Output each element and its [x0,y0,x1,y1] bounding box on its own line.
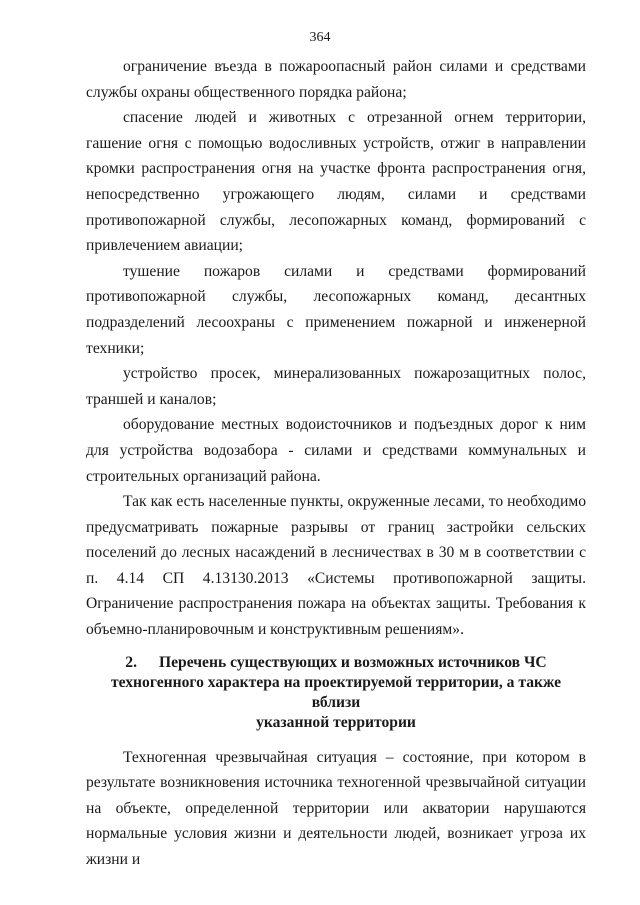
section-number: 2. [125,653,137,671]
paragraph-firefighting: тушение пожаров силами и средствами формирований противопожарной службы, лесопожарных команд, десантных подразделений лесоохраны с применением пожарной и инженерной техники; [86,262,586,357]
paragraph-entry-restriction: ограничение въезда в пожароопасный район силами и средствами службы охраны общественного порядка района; [86,58,586,101]
paragraph-fire-breaks: Так как есть населенные пункты, окруженные лесами, то необходимо предусматривать пожарные разрывы от границ застройки сельских поселений до лесных насаждений в лесничествах в 30 м в соответствии с п. 4.14 СП 4.13130.2013 «Системы противопожарной защиты. Ограничение распространения пожара на объектах защиты. Требования к объемно-планировочным и конструктивным решениям». [86,493,586,639]
section-title-line-3: указанной территории [256,713,416,731]
section-heading [86,653,586,733]
paragraph-rescue: спасение людей и животных с отрезанной огнем территории, гашение огня с помощью водосливных устройств, отжиг в направлении кромки распространения огня на участке фронта распространения огня, непосредственно угрожающего людям, силами и средствами противопожарной службы, лесопожарных команд, формирований с привлечением авиации; [86,109,586,255]
paragraph-technogenic-definition: Техногенная чрезвычайная ситуация – состояние, при котором в результате возникновения источника техногенной чрезвычайной ситуации на объекте, определенной территории или акватории нарушаются нормальные условия жизни и деятельности людей, возникает угроза их жизни и [86,748,586,869]
paragraph-clearings: устройство просек, минерализованных пожарозащитных полос, траншей и каналов; [86,365,586,408]
document-body [86,54,586,873]
paragraph-water-sources: оборудование местных водоисточников и подъездных дорог к ним для устройства водозабора - силами и средствами коммунальных и строительных организаций района. [86,416,586,485]
section-title-line-2: техногенного характера на проектируемой территории, а также вблизи [110,673,562,711]
page-number: 364 [309,30,331,45]
section-title-line-1: Перечень существующих и возможных источников ЧС [159,653,547,671]
